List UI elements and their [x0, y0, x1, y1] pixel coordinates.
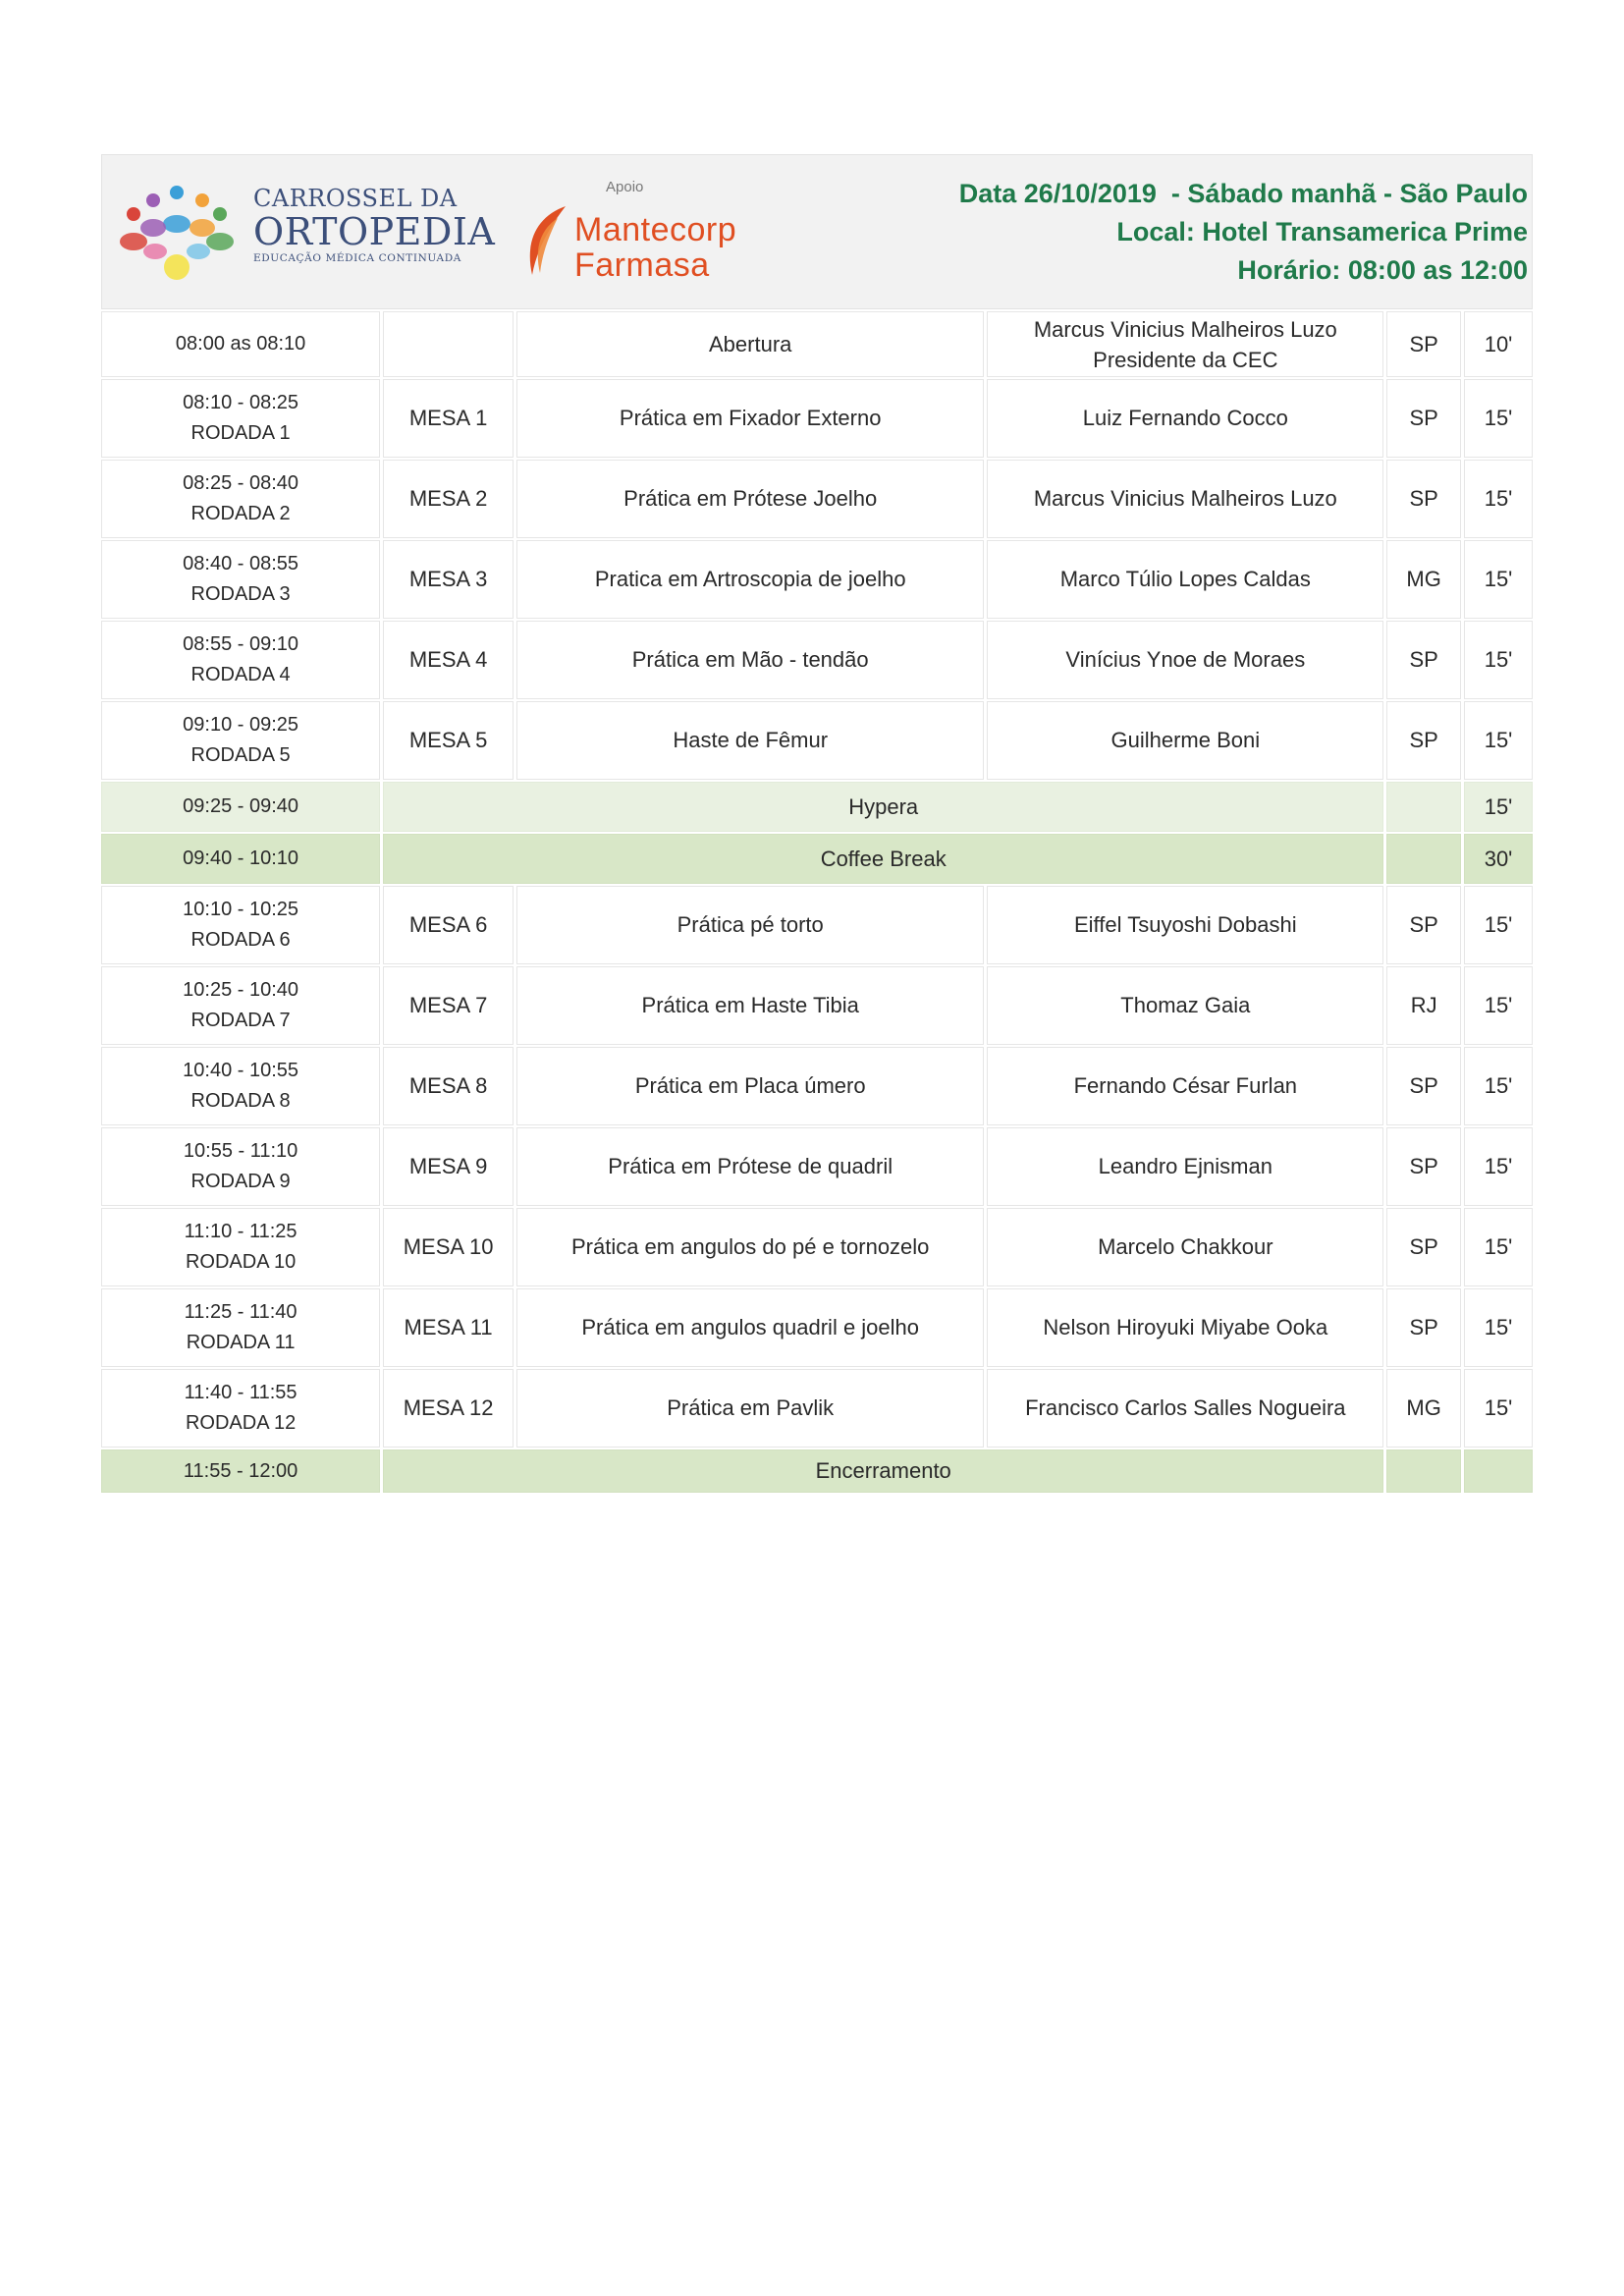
table-row [101, 1288, 1533, 1367]
table-row-closing [101, 1449, 1533, 1493]
mantecorp-line1: Mantecorp [574, 211, 737, 248]
state-cell: SP [1386, 621, 1461, 699]
table-row-hypera [101, 782, 1533, 832]
time-range: 10:10 - 10:25 [183, 899, 299, 920]
carrossel-logo-line3: EDUCAÇÃO MÉDICA CONTINUADA [253, 252, 461, 264]
speaker-cell: Fernando César Furlan [987, 1047, 1383, 1125]
time-cell: 08:00 as 08:10 [101, 311, 380, 377]
time-range: 10:55 - 11:10 [183, 1140, 298, 1162]
speaker-cell: Vinícius Ynoe de Moraes [987, 621, 1383, 699]
time-range: 11:10 - 11:25 [184, 1221, 298, 1242]
state-cell: SP [1386, 1127, 1461, 1206]
table-row [101, 540, 1533, 619]
rodada-label: RODADA 5 [190, 744, 291, 766]
duration-cell: 15' [1464, 782, 1533, 832]
activity-cell: Prática em Prótese Joelho [516, 460, 984, 538]
duration-cell: 15' [1464, 701, 1533, 780]
state-cell: SP [1386, 460, 1461, 538]
table-row-opening [101, 311, 1533, 377]
state-cell [1386, 1449, 1461, 1493]
duration-cell: 15' [1464, 966, 1533, 1045]
speaker-cell: Nelson Hiroyuki Miyabe Ooka [987, 1288, 1383, 1367]
time-cell [101, 540, 380, 619]
duration-cell: 15' [1464, 1127, 1533, 1206]
time-cell [101, 621, 380, 699]
apoio-label: Apoio [606, 179, 644, 195]
state-cell: SP [1386, 1208, 1461, 1286]
duration-cell: 15' [1464, 540, 1533, 619]
event-info [959, 175, 1528, 290]
table-row-coffee-break [101, 834, 1533, 884]
carrossel-logo [116, 185, 496, 283]
mesa-cell: MESA 2 [383, 460, 514, 538]
mesa-cell: MESA 3 [383, 540, 514, 619]
mesa-cell: MESA 7 [383, 966, 514, 1045]
event-location: Local: Hotel Transamerica Prime [1116, 217, 1528, 246]
time-cell: 11:55 - 12:00 [101, 1449, 380, 1493]
rodada-label: RODADA 4 [190, 664, 291, 685]
table-row [101, 966, 1533, 1045]
rodada-label: RODADA 10 [185, 1251, 297, 1273]
table-row [101, 1047, 1533, 1125]
duration-cell: 15' [1464, 1208, 1533, 1286]
duration-cell: 15' [1464, 886, 1533, 964]
mesa-cell: MESA 10 [383, 1208, 514, 1286]
speaker-cell: Eiffel Tsuyoshi Dobashi [987, 886, 1383, 964]
carrossel-logo-line2: ORTOPEDIA [253, 210, 496, 253]
rodada-label: RODADA 3 [190, 583, 291, 605]
time-cell: 09:40 - 10:10 [101, 834, 380, 884]
state-cell [1386, 782, 1461, 832]
state-cell: RJ [1386, 966, 1461, 1045]
rodada-label: RODADA 6 [190, 929, 291, 951]
carrossel-people-icon [116, 185, 244, 283]
duration-cell: 15' [1464, 460, 1533, 538]
speaker-cell: Francisco Carlos Salles Nogueira [987, 1369, 1383, 1448]
activity-cell: Pratica em Artroscopia de joelho [516, 540, 984, 619]
mantecorp-line2: Farmasa [574, 246, 710, 284]
carrossel-logo-line1: CARROSSEL DA [253, 185, 458, 212]
time-cell [101, 1208, 380, 1286]
mesa-cell: MESA 9 [383, 1127, 514, 1206]
activity-cell: Prática em Fixador Externo [516, 379, 984, 458]
table-row [101, 701, 1533, 780]
speaker-cell: Marcelo Chakkour [987, 1208, 1383, 1286]
time-cell [101, 1047, 380, 1125]
mantecorp-logo [513, 179, 758, 287]
activity-cell: Prática em Pavlik [516, 1369, 984, 1448]
activity-cell: Prática em Haste Tibia [516, 966, 984, 1045]
table-row [101, 379, 1533, 458]
time-cell: 09:25 - 09:40 [101, 782, 380, 832]
mantecorp-swoosh-icon [518, 204, 577, 283]
rodada-label: RODADA 12 [185, 1412, 297, 1434]
time-cell [101, 701, 380, 780]
duration-cell: 15' [1464, 1047, 1533, 1125]
speaker-cell: Leandro Ejnisman [987, 1127, 1383, 1206]
state-cell: SP [1386, 1047, 1461, 1125]
table-row [101, 1208, 1533, 1286]
time-cell [101, 379, 380, 458]
speaker-cell: Guilherme Boni [987, 701, 1383, 780]
carrossel-logo-text [253, 185, 495, 265]
duration-cell [1464, 1449, 1533, 1493]
mesa-cell: MESA 8 [383, 1047, 514, 1125]
schedule-table [98, 309, 1536, 1495]
activity-cell: Prática em Placa úmero [516, 1047, 984, 1125]
mesa-cell: MESA 12 [383, 1369, 514, 1448]
schedule-sheet [101, 154, 1533, 1495]
state-cell: MG [1386, 1369, 1461, 1448]
duration-cell: 15' [1464, 621, 1533, 699]
time-range: 09:10 - 09:25 [183, 714, 299, 736]
duration-cell: 15' [1464, 1369, 1533, 1448]
rodada-label: RODADA 7 [190, 1010, 291, 1031]
table-row [101, 1127, 1533, 1206]
duration-cell: 30' [1464, 834, 1533, 884]
speaker-cell: Marcus Vinicius Malheiros Luzo [987, 460, 1383, 538]
event-date: Data 26/10/2019 - Sábado manhã - São Paulo [958, 179, 1528, 208]
time-range: 10:40 - 10:55 [183, 1060, 299, 1081]
activity-cell: Haste de Fêmur [516, 701, 984, 780]
break-label-cell: Encerramento [383, 1449, 1383, 1493]
time-range: 08:55 - 09:10 [183, 633, 299, 655]
state-cell [1386, 834, 1461, 884]
mesa-cell: MESA 4 [383, 621, 514, 699]
mesa-cell: MESA 6 [383, 886, 514, 964]
time-range: 08:40 - 08:55 [183, 553, 299, 574]
activity-cell: Prática em angulos quadril e joelho [516, 1288, 984, 1367]
time-cell [101, 460, 380, 538]
time-cell [101, 966, 380, 1045]
table-row [101, 1369, 1533, 1448]
time-range: 08:10 - 08:25 [183, 392, 299, 413]
activity-cell: Prática em Mão - tendão [516, 621, 984, 699]
duration-cell: 15' [1464, 379, 1533, 458]
speaker-cell: Marco Túlio Lopes Caldas [987, 540, 1383, 619]
rodada-label: RODADA 1 [190, 422, 291, 444]
mesa-cell: MESA 1 [383, 379, 514, 458]
state-cell: SP [1386, 1288, 1461, 1367]
mesa-cell [383, 311, 514, 377]
duration-cell: 10' [1464, 311, 1533, 377]
speaker-cell: Luiz Fernando Cocco [987, 379, 1383, 458]
time-cell [101, 1369, 380, 1448]
activity-cell: Prática pé torto [516, 886, 984, 964]
header-banner [101, 154, 1533, 309]
time-range: 11:40 - 11:55 [184, 1382, 298, 1403]
activity-cell: Abertura [516, 311, 984, 377]
state-cell: SP [1386, 886, 1461, 964]
state-cell: SP [1386, 379, 1461, 458]
speaker-role: Presidente da CEC [1093, 347, 1278, 372]
time-range: 11:25 - 11:40 [184, 1301, 298, 1323]
rodada-label: RODADA 11 [186, 1332, 296, 1353]
table-row [101, 621, 1533, 699]
break-label-cell: Hypera [383, 782, 1383, 832]
table-row [101, 460, 1533, 538]
duration-cell: 15' [1464, 1288, 1533, 1367]
speaker-cell: Thomaz Gaia [987, 966, 1383, 1045]
table-row [101, 886, 1533, 964]
mesa-cell: MESA 11 [383, 1288, 514, 1367]
rodada-label: RODADA 9 [190, 1171, 291, 1192]
state-cell: SP [1386, 311, 1461, 377]
rodada-label: RODADA 8 [190, 1090, 291, 1112]
time-cell [101, 886, 380, 964]
state-cell: SP [1386, 701, 1461, 780]
activity-cell: Prática em Prótese de quadril [516, 1127, 984, 1206]
event-hours: Horário: 08:00 as 12:00 [1237, 255, 1528, 285]
mesa-cell: MESA 5 [383, 701, 514, 780]
speaker-name: Marcus Vinicius Malheiros Luzo [1033, 316, 1337, 342]
time-range: 08:25 - 08:40 [183, 472, 299, 494]
time-range: 10:25 - 10:40 [183, 979, 299, 1001]
state-cell: MG [1386, 540, 1461, 619]
time-cell [101, 1288, 380, 1367]
speaker-cell [987, 311, 1383, 377]
activity-cell: Prática em angulos do pé e tornozelo [516, 1208, 984, 1286]
break-label-cell: Coffee Break [383, 834, 1383, 884]
time-cell [101, 1127, 380, 1206]
rodada-label: RODADA 2 [190, 503, 291, 524]
